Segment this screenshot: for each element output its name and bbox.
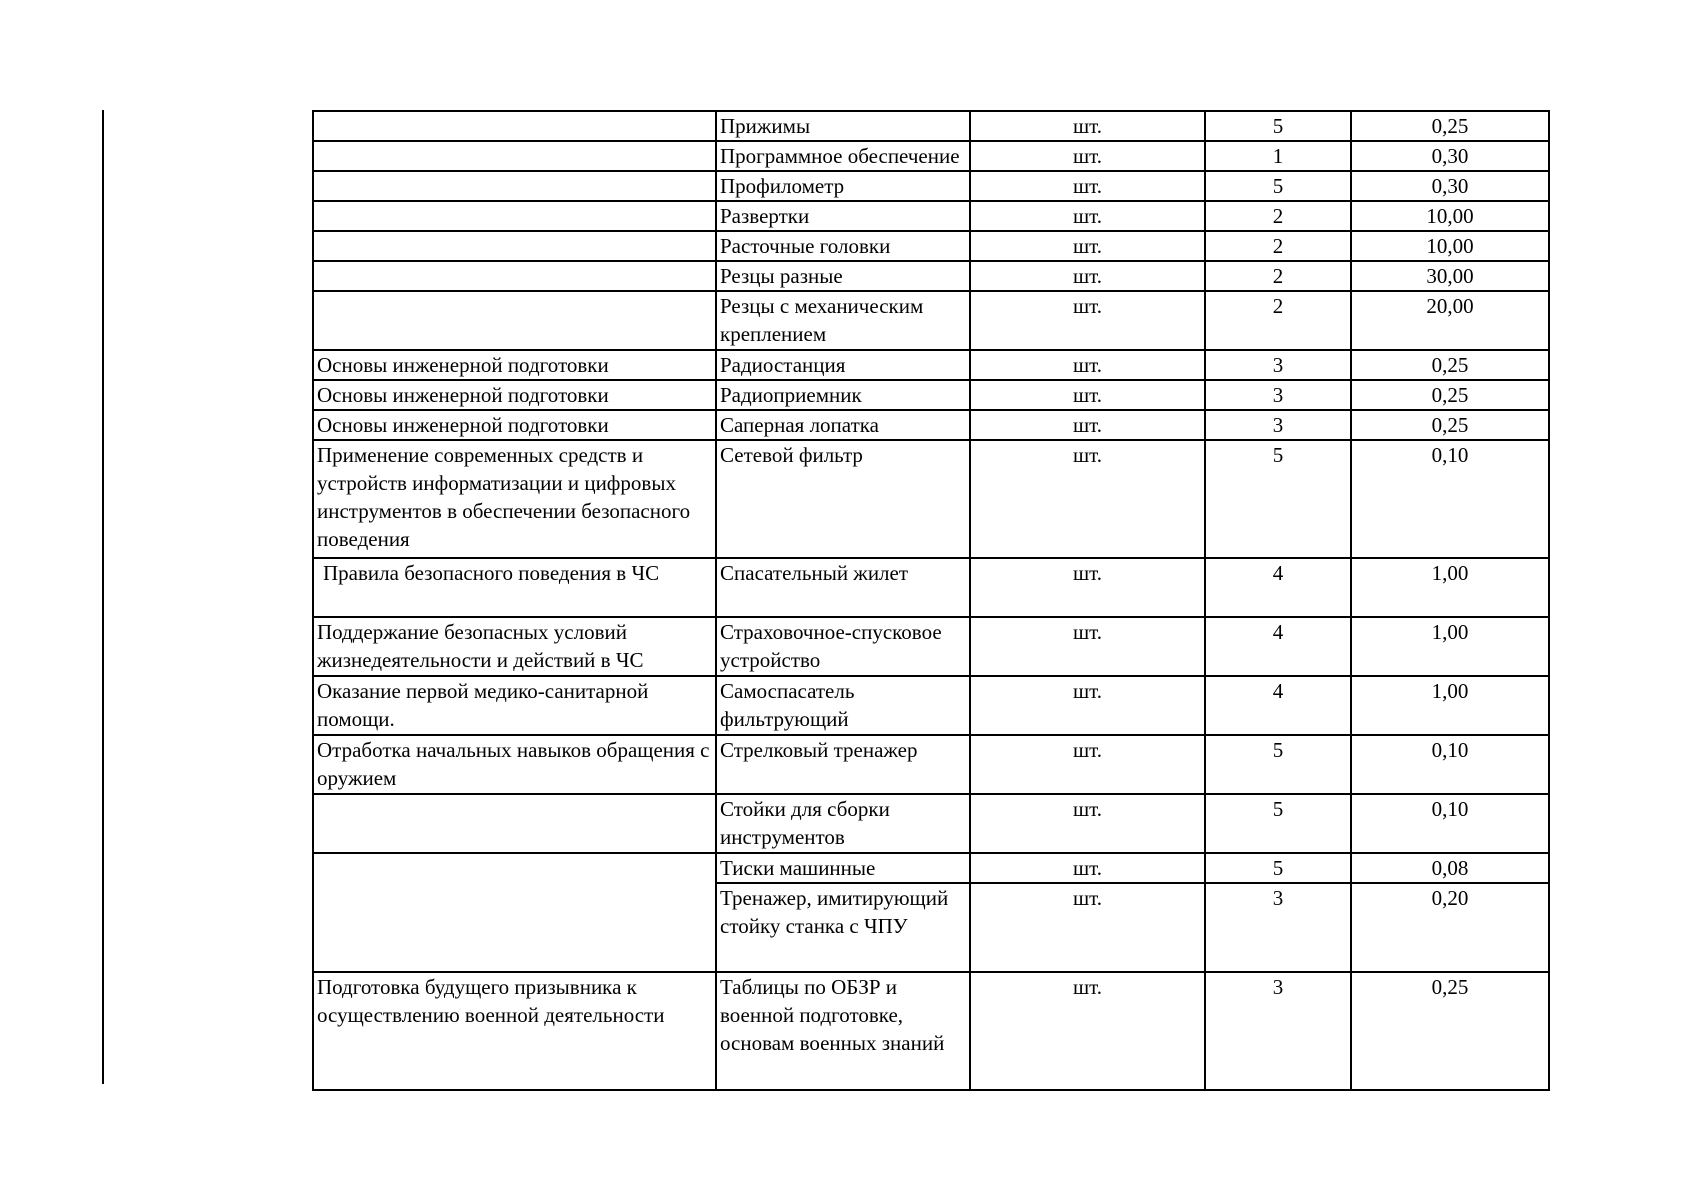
value-cell: 0,25 [1351, 410, 1549, 440]
unit-cell: шт. [970, 201, 1205, 231]
item-name-cell: Профилометр [716, 171, 970, 201]
item-name-cell: Радиостанция [716, 350, 970, 380]
quantity-cell: 2 [1205, 231, 1351, 261]
topic-cell [313, 171, 716, 201]
item-name-cell: Стойки для сборки инструментов [716, 794, 970, 853]
topic-cell [313, 111, 716, 141]
unit-cell: шт. [970, 558, 1205, 617]
unit-cell: шт. [970, 350, 1205, 380]
topic-cell [313, 291, 716, 350]
table-row [313, 201, 1549, 231]
value-cell: 0,08 [1351, 853, 1549, 883]
value-cell: 0,10 [1351, 440, 1549, 558]
item-name-cell: Резцы с механическим креплением [716, 291, 970, 350]
value-cell: 1,00 [1351, 558, 1549, 617]
item-name-cell: Резцы разные [716, 261, 970, 291]
value-cell: 1,00 [1351, 676, 1549, 735]
unit-cell: шт. [970, 141, 1205, 171]
value-cell: 0,25 [1351, 972, 1549, 1090]
topic-cell [313, 853, 716, 972]
topic-cell: Правила безопасного поведения в ЧС [313, 558, 716, 617]
item-name-cell: Тиски машинные [716, 853, 970, 883]
table-row [313, 231, 1549, 261]
quantity-cell: 2 [1205, 291, 1351, 350]
unit-cell: шт. [970, 261, 1205, 291]
quantity-cell: 5 [1205, 853, 1351, 883]
table-row [313, 853, 1549, 883]
value-cell: 10,00 [1351, 201, 1549, 231]
quantity-cell: 5 [1205, 440, 1351, 558]
item-name-cell: Спасательный жилет [716, 558, 970, 617]
topic-cell: Основы инженерной подготовки [313, 410, 716, 440]
quantity-cell: 3 [1205, 972, 1351, 1090]
quantity-cell: 5 [1205, 735, 1351, 794]
table-row [313, 261, 1549, 291]
unit-cell: шт. [970, 440, 1205, 558]
item-name-cell: Развертки [716, 201, 970, 231]
table-row [313, 380, 1549, 410]
table-row [313, 735, 1549, 794]
table-row [313, 676, 1549, 735]
value-cell: 20,00 [1351, 291, 1549, 350]
topic-cell [313, 201, 716, 231]
topic-cell [313, 231, 716, 261]
topic-cell: Применение современных средств и устройств информатизации и цифровых инструментов в обеспечении безопасного поведения [313, 440, 716, 558]
unit-cell: шт. [970, 171, 1205, 201]
unit-cell: шт. [970, 410, 1205, 440]
unit-cell: шт. [970, 794, 1205, 853]
item-name-cell: Сетевой фильтр [716, 440, 970, 558]
table-row [313, 141, 1549, 171]
value-cell: 0,25 [1351, 350, 1549, 380]
quantity-cell: 2 [1205, 261, 1351, 291]
topic-cell: Подготовка будущего призывника к осуществлению военной деятельности [313, 972, 716, 1090]
topic-cell [313, 794, 716, 853]
quantity-cell: 4 [1205, 558, 1351, 617]
value-cell: 0,30 [1351, 141, 1549, 171]
topic-cell [313, 261, 716, 291]
quantity-cell: 3 [1205, 883, 1351, 972]
quantity-cell: 3 [1205, 410, 1351, 440]
unit-cell: шт. [970, 380, 1205, 410]
value-cell: 1,00 [1351, 617, 1549, 676]
table-row [313, 558, 1549, 617]
topic-cell: Отработка начальных навыков обращения с оружием [313, 735, 716, 794]
value-cell: 0,30 [1351, 171, 1549, 201]
equipment-table [312, 110, 1550, 1091]
unit-cell: шт. [970, 883, 1205, 972]
topic-cell [313, 141, 716, 171]
quantity-cell: 4 [1205, 676, 1351, 735]
table-row [313, 410, 1549, 440]
unit-cell: шт. [970, 231, 1205, 261]
item-name-cell: Радиоприемник [716, 380, 970, 410]
topic-cell: Основы инженерной подготовки [313, 380, 716, 410]
value-cell: 0,20 [1351, 883, 1549, 972]
item-name-cell: Программное обеспечение [716, 141, 970, 171]
quantity-cell: 5 [1205, 794, 1351, 853]
quantity-cell: 3 [1205, 380, 1351, 410]
item-name-cell: Саперная лопатка [716, 410, 970, 440]
table-row [313, 794, 1549, 853]
unit-cell: шт. [970, 735, 1205, 794]
quantity-cell: 3 [1205, 350, 1351, 380]
topic-cell: Оказание первой медико-санитарной помощи. [313, 676, 716, 735]
page-margin-line [102, 110, 104, 1084]
value-cell: 30,00 [1351, 261, 1549, 291]
item-name-cell: Страховочное-спусковое устройство [716, 617, 970, 676]
unit-cell: шт. [970, 853, 1205, 883]
value-cell: 0,10 [1351, 735, 1549, 794]
item-name-cell: Стрелковый тренажер [716, 735, 970, 794]
table-row [313, 617, 1549, 676]
value-cell: 0,10 [1351, 794, 1549, 853]
value-cell: 10,00 [1351, 231, 1549, 261]
quantity-cell: 5 [1205, 111, 1351, 141]
topic-cell: Поддержание безопасных условий жизнедеятельности и действий в ЧС [313, 617, 716, 676]
unit-cell: шт. [970, 111, 1205, 141]
item-name-cell: Прижимы [716, 111, 970, 141]
table-row [313, 291, 1549, 350]
table-row [313, 350, 1549, 380]
quantity-cell: 4 [1205, 617, 1351, 676]
unit-cell: шт. [970, 676, 1205, 735]
value-cell: 0,25 [1351, 111, 1549, 141]
value-cell: 0,25 [1351, 380, 1549, 410]
item-name-cell: Расточные головки [716, 231, 970, 261]
unit-cell: шт. [970, 972, 1205, 1090]
quantity-cell: 2 [1205, 201, 1351, 231]
unit-cell: шт. [970, 617, 1205, 676]
table-row [313, 171, 1549, 201]
table-row [313, 972, 1549, 1090]
table-row [313, 111, 1549, 141]
item-name-cell: Тренажер, имитирующий стойку станка с ЧПУ [716, 883, 970, 972]
unit-cell: шт. [970, 291, 1205, 350]
item-name-cell: Самоспасатель фильтрующий [716, 676, 970, 735]
table-row [313, 440, 1549, 558]
quantity-cell: 5 [1205, 171, 1351, 201]
quantity-cell: 1 [1205, 141, 1351, 171]
topic-cell: Основы инженерной подготовки [313, 350, 716, 380]
item-name-cell: Таблицы по ОБЗР и военной подготовке, основам военных знаний [716, 972, 970, 1090]
